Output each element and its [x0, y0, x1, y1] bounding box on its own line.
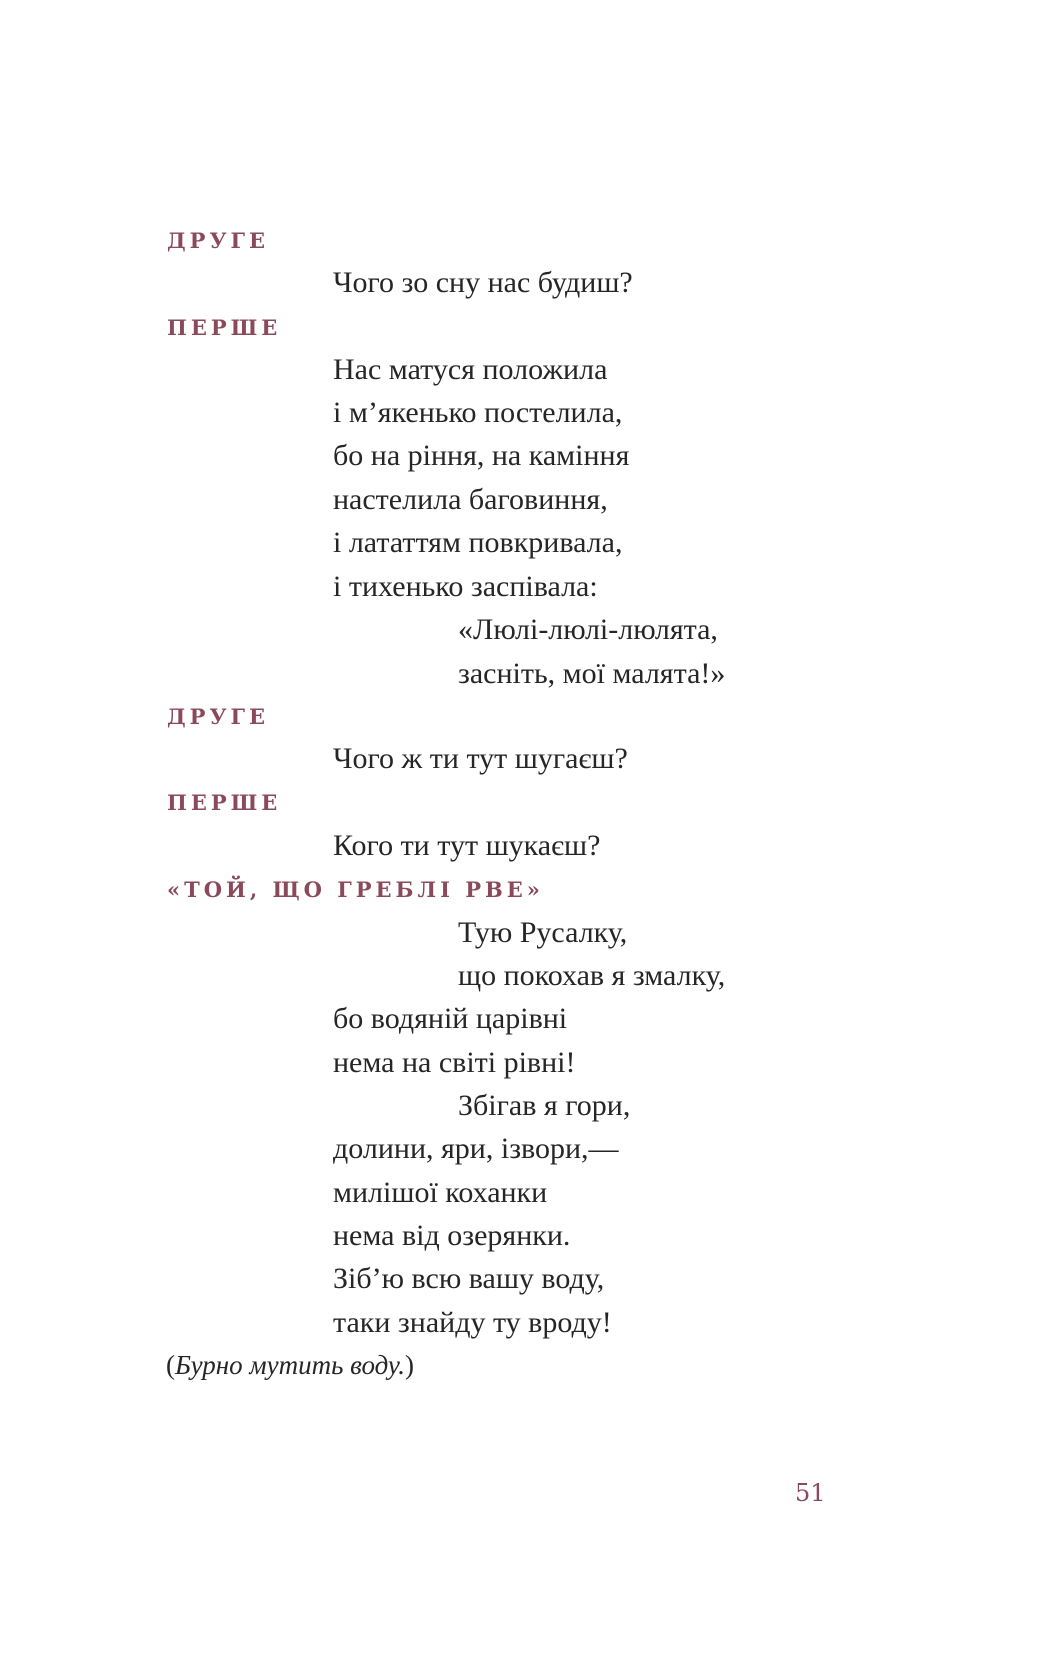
stage-close-paren: ) [404, 1350, 414, 1380]
verse-line: бо водяній царівні [333, 1002, 568, 1035]
verse-line: і м’якенько постелила, [333, 396, 623, 429]
verse-line: долини, яри, ізвори,— [333, 1132, 619, 1165]
page-number: 51 [795, 1479, 826, 1507]
verse-line: Збігав я гори, [458, 1089, 631, 1122]
verse-line: нема від озерянки. [333, 1219, 571, 1252]
speaker-label: ДРУГЕ [167, 704, 270, 729]
speaker-label: ПЕРШЕ [167, 790, 282, 815]
verse-line: Кого ти тут шукаєш? [333, 829, 601, 862]
stage-direction-text: Бурно мутить воду. [175, 1350, 405, 1380]
verse-line: Чого ж ти тут шугаєш? [333, 742, 628, 775]
verse-line: настелила баговиння, [333, 483, 608, 516]
verse-line: Зіб’ю всю вашу воду, [333, 1262, 605, 1295]
verse-line: Чого зо сну нас будиш? [333, 266, 633, 299]
speaker-label: ПЕРШЕ [167, 315, 282, 340]
verse-line: таки знайду ту вроду! [333, 1306, 612, 1339]
verse-line: Тую Русалку, [458, 916, 628, 949]
verse-line: Нас матуся положила [333, 353, 608, 386]
stage-direction [166, 1352, 414, 1379]
stage-open-paren: ( [166, 1350, 175, 1380]
verse-line: і лататтям повкривала, [333, 526, 623, 559]
verse-line: що покохав я змалку, [458, 959, 726, 992]
speaker-label: ДРУГЕ [167, 228, 270, 253]
verse-line: «Люлі-люлі-люлята, [458, 613, 718, 646]
speaker-label: «ТОЙ, ЩО ГРЕБЛІ РВЕ» [167, 877, 544, 902]
verse-line: милішої коханки [333, 1176, 548, 1209]
verse-line: нема на світі рівні! [333, 1046, 576, 1079]
verse-line: засніть, мої малята!» [458, 657, 726, 690]
verse-line: і тихенько заспівала: [333, 570, 598, 603]
verse-line: бо на ріння, на каміння [333, 439, 630, 472]
